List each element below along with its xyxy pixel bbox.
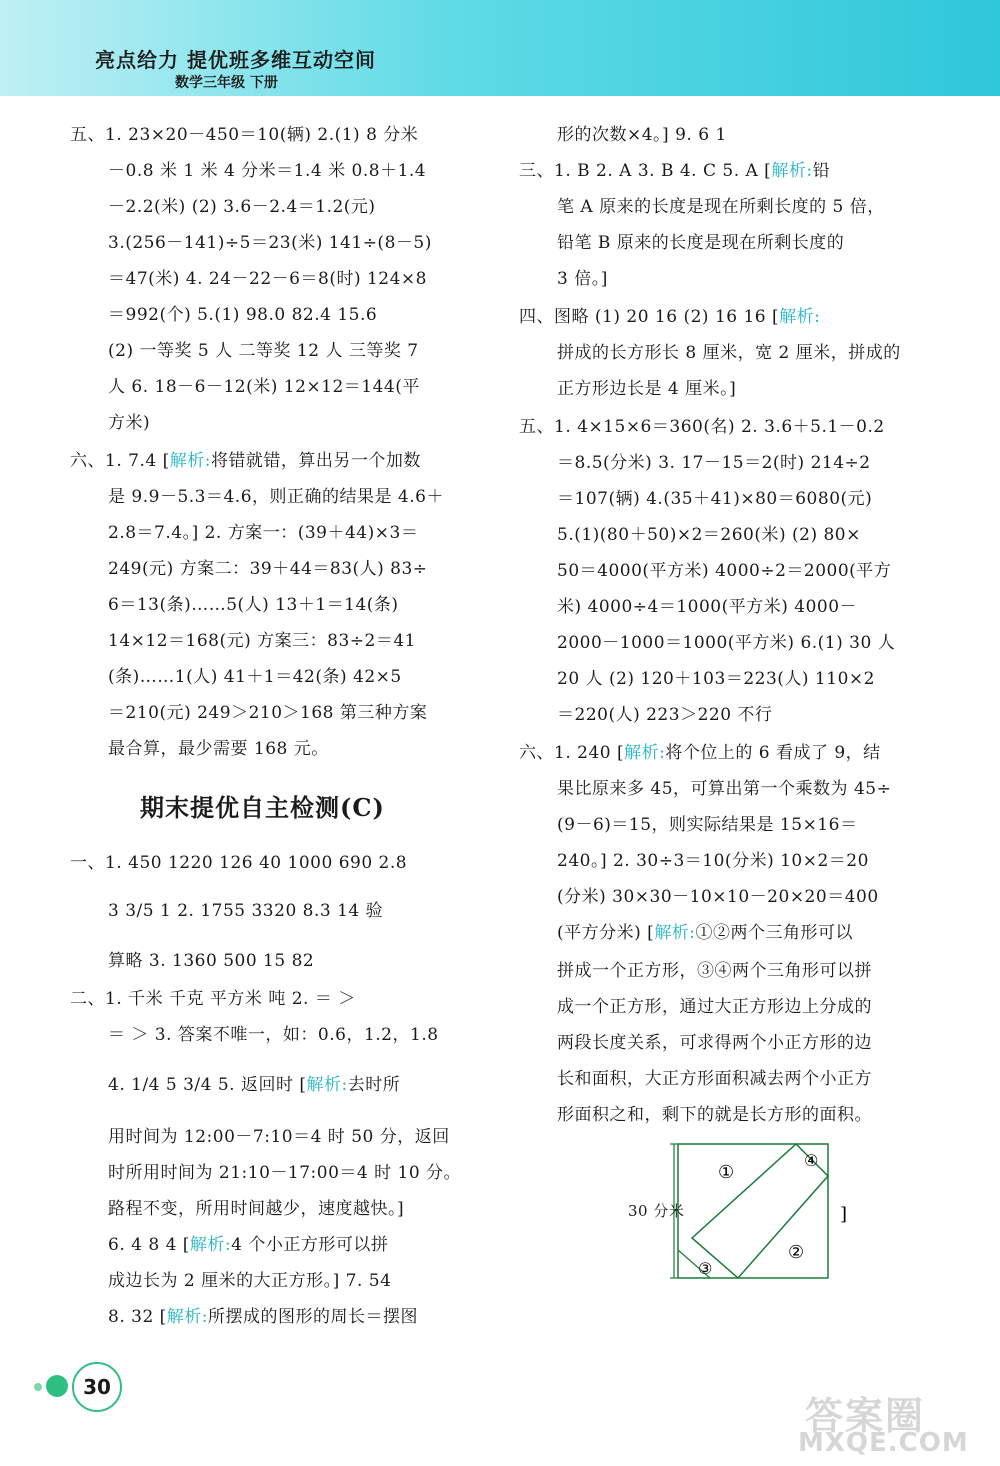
answer-line: ＝8.5(分米) 3. 17－15＝2(时) 214÷2: [557, 453, 871, 473]
answer-line: ＝ ＞ 3. 答案不唯一，如：0.6，1.2，1.8: [108, 1025, 439, 1045]
answer-line: 2.8＝7.4。] 2. 方案一：(39＋44)×3＝: [108, 523, 419, 543]
label-3: ③: [698, 1259, 713, 1278]
answer-line: 50＝4000(平方米) 4000÷2＝2000(平方: [557, 561, 892, 581]
answer-line: 成边长为 2 厘米的大正方形。] 7. 54: [108, 1271, 392, 1291]
answer-line: ＝210(元) 249＞210＞168 第三种方案: [108, 703, 428, 723]
header-title: 亮点给力 提优班多维互动空间: [95, 48, 376, 72]
decorative-dot: [46, 1375, 68, 1397]
answer-line: 两段长度关系，可求得两个小正方形的边: [557, 1033, 872, 1053]
header-subtitle: 数学三年级 下册: [175, 75, 278, 91]
watermark-url: MXQE.COM: [798, 1428, 969, 1458]
answer-line: 8. 32 [解析:所摆成的图形的周长＝摆图: [108, 1307, 419, 1327]
page-number: 30: [72, 1362, 122, 1412]
answer-line: －2.2(米) (2) 3.6－2.4＝1.2(元): [108, 197, 376, 217]
answer-line: 3 倍。]: [557, 269, 608, 289]
answer-line: (9－6)＝15，则实际结果是 15×16＝: [557, 815, 858, 835]
answer-line: 三、1. B 2. A 3. B 4. C 5. A [解析:铅: [519, 161, 831, 181]
answer-line: 形面积之和，剩下的就是长方形的面积。: [557, 1105, 872, 1125]
answer-line: 果比原来多 45，可算出第一个乘数为 45÷: [557, 779, 892, 799]
answer-line: 一、1. 450 1220 126 40 1000 690 2.8: [70, 853, 408, 873]
watermark-logo: 答案圈: [805, 1394, 926, 1438]
answer-line: 拼成一个正方形，③④两个三角形可以拼: [557, 961, 872, 981]
answer-line: 6. 4 8 4 [解析:4 个小正方形可以拼: [108, 1235, 389, 1255]
answer-line: 拼成的长方形长 8 厘米，宽 2 厘米，拼成的: [557, 343, 901, 363]
answer-line: 3.(256－141)÷5＝23(米) 141÷(8－5): [108, 233, 432, 253]
answer-line: ＝107(辆) 4.(35＋41)×80＝6080(元): [557, 489, 873, 509]
answer-line: 2000－1000＝1000(平方米) 6.(1) 30 人: [557, 633, 896, 653]
answer-line: 六、1. 240 [解析:将个位上的 6 看成了 9，结: [519, 743, 881, 763]
answer-line: 用时间为 12:00－7:10＝4 时 50 分，返回: [108, 1127, 450, 1147]
answer-line: 20 人 (2) 120＋103＝223(人) 110×2: [557, 669, 875, 689]
page-header: [0, 0, 1000, 96]
answer-line: 成一个正方形，通过大正方形边上分成的: [557, 997, 872, 1017]
answer-line: 最合算，最少需要 168 元。: [108, 739, 329, 759]
answer-line: (条)……1(人) 41＋1＝42(条) 42×5: [108, 667, 402, 687]
answer-line: 笔 A 原来的长度是现在所剩长度的 5 倍，: [557, 197, 885, 217]
answer-line: 6＝13(条)……5(人) 13＋1＝14(条): [108, 595, 399, 615]
answer-line: 4. 1/4 5 3/4 5. 返回时 [解析:去时所: [108, 1075, 401, 1095]
answer-line: 14×12＝168(元) 方案三：83÷2＝41: [108, 631, 416, 651]
analysis-tag: 解析:: [624, 743, 666, 763]
answer-line: ＝47(米) 4. 24－22－6＝8(时) 124×8: [108, 269, 427, 289]
answer-line: 249(元) 方案二：39＋44＝83(人) 83÷: [108, 559, 428, 579]
answer-line: 人 6. 18－6－12(米) 12×12＝144(平: [108, 377, 420, 397]
label-1: ①: [718, 1162, 735, 1183]
answer-line: 五、1. 4×15×6＝360(名) 2. 3.6＋5.1－0.2: [519, 417, 885, 437]
analysis-tag: 解析:: [771, 161, 813, 181]
decorative-dot: [34, 1383, 42, 1391]
answer-line: 形的次数×4。] 9. 6 1: [557, 125, 727, 145]
closing-bracket: ]: [840, 1204, 848, 1225]
analysis-tag: 解析:: [169, 451, 211, 471]
answer-line: 算略 3. 1360 500 15 82: [108, 951, 315, 971]
dimension-label: 30 分米: [628, 1202, 685, 1220]
answer-line: 是 9.9－5.3＝4.6，则正确的结果是 4.6＋: [108, 487, 444, 507]
answer-line: 3 3/5 1 2. 1755 3320 8.3 14 验: [108, 901, 384, 921]
label-2: ②: [788, 1242, 805, 1263]
analysis-tag: 解析:: [779, 307, 821, 327]
answer-line: 六、1. 7.4 [解析:将错就错，算出另一个加数: [70, 451, 421, 471]
analysis-tag: 解析:: [654, 923, 696, 943]
answer-line: 方米): [108, 413, 151, 433]
answer-line: 四、图略 (1) 20 16 (2) 16 16 [解析:: [519, 307, 821, 327]
answer-line: 五、1. 23×20－450＝10(辆) 2.(1) 8 分米: [70, 125, 419, 145]
answer-line: 5.(1)(80＋50)×2＝260(米) (2) 80×: [557, 525, 861, 545]
answer-line: 240。] 2. 30÷3＝10(分米) 10×2＝20: [557, 851, 869, 871]
answer-line: 米) 4000÷4＝1000(平方米) 4000－: [557, 597, 858, 617]
geometry-figure: [620, 1140, 860, 1294]
analysis-tag: 解析:: [166, 1307, 209, 1327]
answer-line: (分米) 30×30－10×10－20×20＝400: [557, 887, 879, 907]
answer-line: 正方形边长是 4 厘米。]: [557, 379, 737, 399]
answer-line: (2) 一等奖 5 人 二等奖 12 人 三等奖 7: [108, 341, 419, 361]
answer-line: ＝992(个) 5.(1) 98.0 82.4 15.6: [108, 305, 378, 325]
section-title: 期末提优自主检测(C): [140, 793, 385, 822]
answer-line: 二、1. 千米 千克 平方米 吨 2. ＝ ＞: [70, 989, 356, 1009]
analysis-tag: 解析:: [306, 1075, 348, 1095]
answer-line: ＝220(人) 223＞220 不行: [557, 705, 773, 725]
label-4: ④: [804, 1151, 819, 1170]
answer-line: 铅笔 B 原来的长度是现在所剩长度的: [557, 233, 845, 253]
answer-line: (平方分米) [解析:①②两个三角形可以: [557, 923, 854, 943]
analysis-tag: 解析:: [189, 1235, 232, 1255]
answer-line: 长和面积，大正方形面积减去两个小正方: [557, 1069, 872, 1089]
answer-line: 路程不变，所用时间越少，速度越快。]: [108, 1199, 405, 1219]
answer-line: 时所用时间为 21:10－17:00＝4 时 10 分。: [108, 1163, 462, 1183]
answer-line: －0.8 米 1 米 4 分米＝1.4 米 0.8＋1.4: [108, 161, 427, 181]
